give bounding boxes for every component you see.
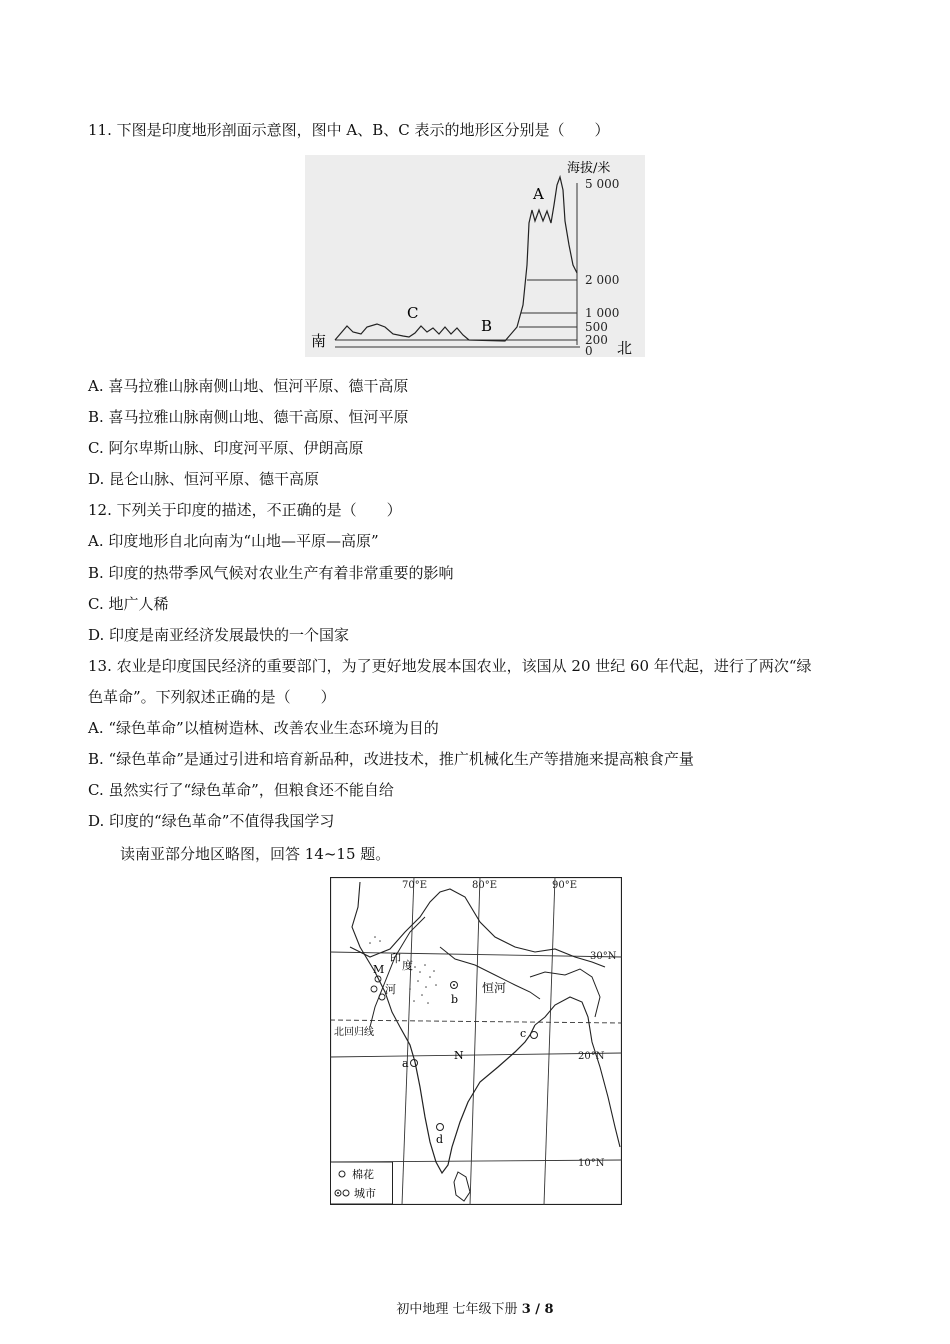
tick-5000: 5 000 xyxy=(585,177,620,191)
terrain-profile-figure xyxy=(305,155,645,357)
q13-stem-line1: 13. 农业是印度国民经济的重要部门，为了更好地发展本国农业，该国从 20 世纪 60 年代起，进行了两次“绿 xyxy=(88,657,812,675)
q13-stem-line2: 色革命”。下列叙述正确的是（ ） xyxy=(88,688,336,706)
page-footer xyxy=(0,1298,950,1317)
page-number: 3 / 8 xyxy=(521,1302,554,1317)
lat-10: 10°N xyxy=(578,1158,605,1169)
north-label: 北 xyxy=(617,339,633,357)
q12-stem: 12. 下列关于印度的描述，不正确的是（ ） xyxy=(88,501,402,519)
label-A: A xyxy=(533,185,544,203)
tick-0: 0 xyxy=(585,344,593,357)
q13-option-d: D. 印度的“绿色革命”不值得我国学习 xyxy=(88,812,335,830)
south-asia-map xyxy=(330,877,622,1205)
q12-option-d: D. 印度是南亚经济发展最快的一个国家 xyxy=(88,626,350,644)
ganges-label: 恒河 xyxy=(482,981,507,995)
q12-option-a: A. 印度地形自北向南为“山地—平原—高原” xyxy=(88,532,379,550)
point-M-label: M xyxy=(373,963,385,976)
label-B: B xyxy=(481,317,493,335)
indus-label-2: 度 xyxy=(402,959,413,972)
south-label: 南 xyxy=(311,332,327,350)
q13-option-a: A. “绿色革命”以植树造林、改善农业生态环境为目的 xyxy=(88,719,439,737)
intro-14-15: 读南亚部分地区略图，回答 14~15 题。 xyxy=(120,845,391,863)
q12-option-b: B. 印度的热带季风气候对农业生产有着非常重要的影响 xyxy=(88,564,454,582)
point-d-label: d xyxy=(436,1133,444,1146)
point-c-label: c xyxy=(520,1027,527,1040)
footer-text: 初中地理 七年级下册 xyxy=(396,1302,522,1317)
indus-label-3: 河 xyxy=(385,983,396,996)
map-frame xyxy=(331,878,622,1205)
tropic-label: 北回归线 xyxy=(334,1027,374,1038)
q11-stem: 11. 下图是印度地形剖面示意图，图中 A、B、C 表示的地形区分别是（ ） xyxy=(88,121,610,139)
indus-label-1: 印 xyxy=(390,952,401,965)
q11-option-b: B. 喜马拉雅山脉南侧山地、德干高原、恒河平原 xyxy=(88,408,409,426)
tick-200: 200 xyxy=(585,333,608,347)
point-N-label: N xyxy=(454,1049,464,1062)
tick-1000: 1 000 xyxy=(585,306,620,320)
q11-option-a: A. 喜马拉雅山脉南侧山地、恒河平原、德干高原 xyxy=(88,377,409,395)
lat-20: 20°N xyxy=(578,1051,605,1062)
q11-option-c: C. 阿尔卑斯山脉、印度河平原、伊朗高原 xyxy=(88,439,364,457)
q13-option-b: B. “绿色革命”是通过引进和培育新品种，改进技术，推广机械化生产等措施来提高粮食产量 xyxy=(88,750,694,768)
q11-option-d: D. 昆仑山脉、恒河平原、德干高原 xyxy=(88,470,320,488)
altitude-unit-label: 海拔/米 xyxy=(567,161,611,176)
tick-500: 500 xyxy=(585,320,608,334)
point-a-label: a xyxy=(402,1057,409,1070)
lat-30: 30°N xyxy=(590,951,617,962)
legend-cotton: 棉花 xyxy=(352,1168,374,1181)
q12-option-c: C. 地广人稀 xyxy=(88,595,169,613)
q13-option-c: C. 虽然实行了“绿色革命”，但粮食还不能自给 xyxy=(88,781,394,799)
lon-80: 80°E xyxy=(472,880,498,891)
legend-city: 城市 xyxy=(354,1187,376,1200)
label-C: C xyxy=(407,304,419,322)
lon-70: 70°E xyxy=(402,880,428,891)
lon-90: 90°E xyxy=(552,880,578,891)
point-b-label: b xyxy=(451,993,459,1006)
tick-2000: 2 000 xyxy=(585,273,620,287)
